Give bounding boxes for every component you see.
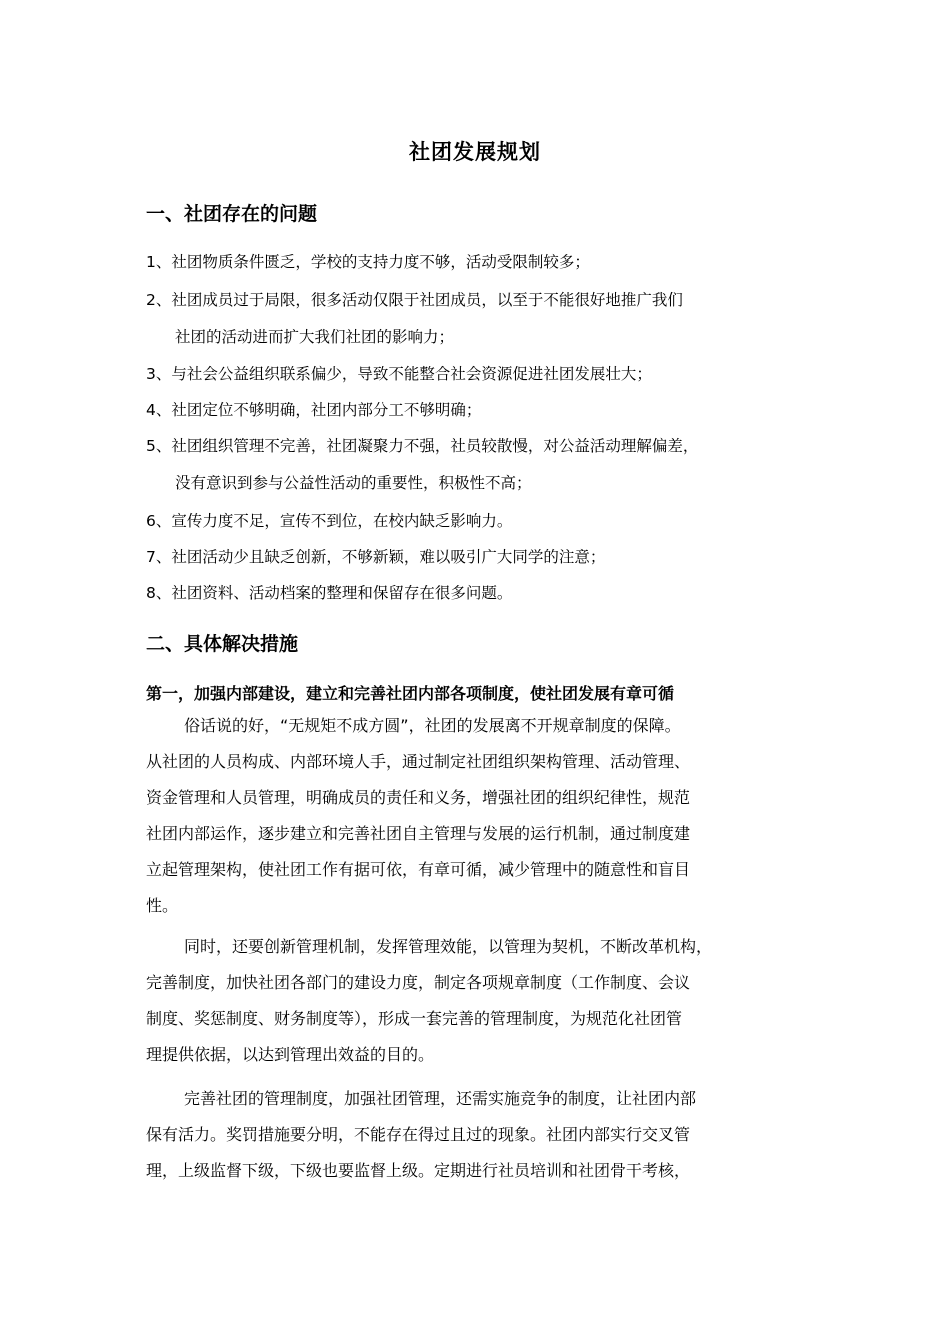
problem-item-3 — [146, 356, 826, 393]
paragraph-1-line-4: 社团内部运作，逐步建立和完善社团自主管理与发展的运行机制，通过制度建 — [146, 824, 691, 843]
problem-item-5 — [146, 428, 826, 502]
problem-item-8 — [146, 575, 826, 612]
paragraph-1-line-1: 俗话说的好，“无规矩不成方圆”，社团的发展离不开规章制度的保障。 — [184, 716, 681, 735]
paragraph-2-line-1: 同时，还要创新管理机制，发挥管理效能，以管理为契机，不断改革机构， — [184, 937, 713, 956]
section-heading-measures: 二、具体解决措施 — [146, 633, 299, 655]
paragraph-3-line-1: 完善社团的管理制度，加强社团管理，还需实施竞争的制度，让社团内部 — [184, 1089, 697, 1108]
problem-item-6 — [146, 503, 826, 540]
problem-item-5-line-1: 5、社团组织管理不完善，社团凝聚力不强，社员较散慢，对公益活动理解偏差， — [146, 437, 699, 455]
problem-item-7 — [146, 539, 826, 576]
section-heading-problems: 一、社团存在的问题 — [146, 203, 318, 225]
paragraph-3 — [146, 1081, 826, 1189]
document-title: 社团发展规划 — [409, 140, 541, 164]
paragraph-1-line-5: 立起管理架构，使社团工作有据可依，有章可循，减少管理中的随意性和盲目 — [146, 860, 691, 879]
paragraph-1-line-3: 资金管理和人员管理，明确成员的责任和义务，增强社团的组织纪律性，规范 — [146, 788, 691, 807]
paragraph-1-line-2: 从社团的人员构成、内部环境人手，通过制定社团组织架构管理、活动管理、 — [146, 752, 691, 771]
problem-item-7-line-1: 7、社团活动少且缺乏创新，不够新颖，难以吸引广大同学的注意； — [146, 548, 606, 566]
problem-item-5-line-2: 没有意识到参与公益性活动的重要性，积极性不高； — [175, 474, 532, 492]
paragraph-2-line-4: 理提供依据，以达到管理出效益的目的。 — [146, 1045, 435, 1064]
problem-item-2 — [146, 282, 826, 356]
problem-item-4-line-1: 4、社团定位不够明确，社团内部分工不够明确； — [146, 401, 482, 419]
problem-item-1 — [146, 244, 826, 281]
problem-item-4 — [146, 392, 826, 429]
paragraph-2 — [146, 929, 826, 1073]
measure-subheading-1: 第一，加强内部建设，建立和完善社团内部各项制度，使社团发展有章可循 — [146, 684, 675, 703]
paragraph-3-line-3: 理，上级监督下级，下级也要监督上级。定期进行社员培训和社团骨干考核， — [146, 1161, 691, 1180]
paragraph-2-line-2: 完善制度，加快社团各部门的建设力度，制定各项规章制度（工作制度、会议 — [146, 973, 691, 992]
problem-item-3-line-1: 3、与社会公益组织联系偏少，导致不能整合社会资源促进社团发展壮大； — [146, 365, 652, 383]
paragraph-3-line-2: 保有活力。奖罚措施要分明，不能存在得过且过的现象。社团内部实行交叉管 — [146, 1125, 691, 1144]
problem-item-1-line-1: 1、社团物质条件匮乏，学校的支持力度不够，活动受限制较多； — [146, 253, 590, 271]
paragraph-1 — [146, 708, 826, 924]
problem-item-8-line-1: 8、社团资料、活动档案的整理和保留存在很多问题。 — [146, 584, 513, 602]
paragraph-1-line-6: 性。 — [146, 896, 179, 915]
problem-item-2-line-2: 社团的活动进而扩大我们社团的影响力； — [175, 328, 455, 346]
problem-item-2-line-1: 2、社团成员过于局限，很多活动仅限于社团成员，以至于不能很好地推广我们 — [146, 291, 683, 309]
paragraph-2-line-3: 制度、奖惩制度、财务制度等），形成一套完善的管理制度，为规范化社团管 — [146, 1009, 683, 1028]
problem-item-6-line-1: 6、宣传力度不足，宣传不到位，在校内缺乏影响力。 — [146, 512, 513, 530]
